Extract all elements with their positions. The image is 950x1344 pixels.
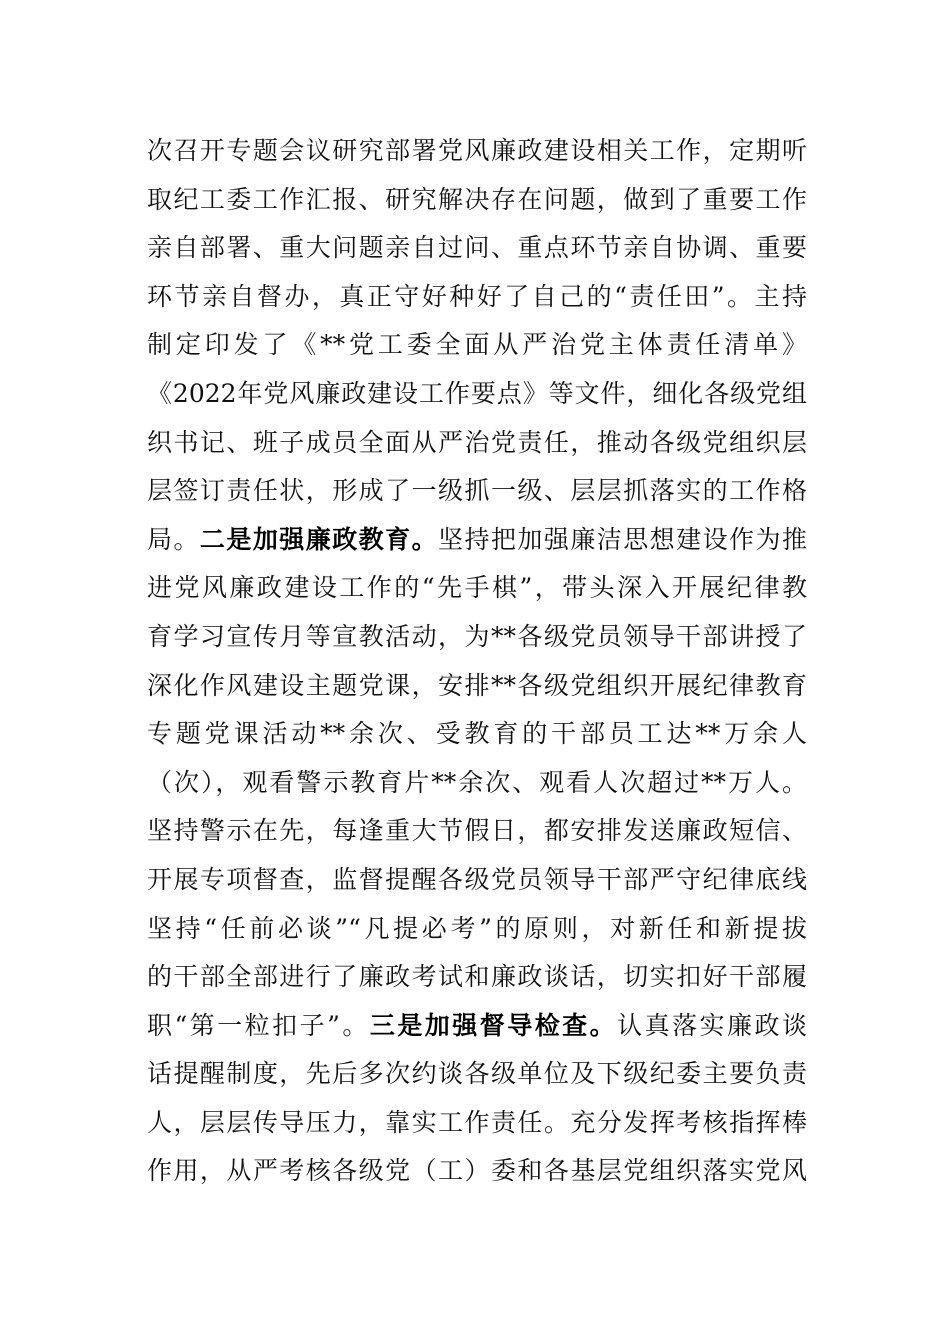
text-run: 深化作风建设主题党课，安排**各级党组织开展纪律教育 — [147, 670, 807, 700]
bold-heading-run: 三是加强督导检查。 — [369, 1010, 618, 1040]
text-run: （次），观看警示教育片**余次、观看人次超过**万人。 — [147, 767, 807, 797]
text-run: 认真落实廉政谈 — [617, 1010, 807, 1040]
text-line — [147, 224, 807, 273]
text-line — [147, 1147, 807, 1196]
text-line — [147, 273, 807, 322]
text-line — [147, 1002, 807, 1051]
text-run: 坚持“任前必谈”“凡提必考”的原则，对新任和新提拔 — [147, 913, 807, 943]
text-line — [147, 564, 807, 613]
text-run: 取纪工委工作汇报、研究解决存在问题，做到了重要工作 — [147, 184, 807, 214]
text-line — [147, 467, 807, 516]
bold-heading-run: 二是加强廉政教育。 — [199, 524, 439, 554]
text-run: 坚持把加强廉洁思想建设作为推 — [438, 524, 807, 554]
text-run: 层签订责任状，形成了一级抓一级、层层抓落实的工作格 — [147, 476, 807, 506]
text-line — [147, 905, 807, 954]
text-line — [147, 759, 807, 808]
text-line — [147, 953, 807, 1002]
text-run: 织书记、班子成员全面从严治党责任，推动各级党组织层 — [147, 427, 807, 457]
text-run: 育学习宣传月等宣教活动，为**各级党员领导干部讲授了 — [147, 621, 807, 651]
text-line — [147, 662, 807, 711]
text-run: 环节亲自督办，真正守好种好了自己的“责任田”。主持 — [147, 281, 807, 311]
text-line — [147, 856, 807, 905]
text-run: 次召开专题会议研究部署党风廉政建设相关工作，定期听 — [147, 136, 807, 165]
text-run: 进党风廉政建设工作的“先手棋”，带头深入开展纪律教 — [147, 573, 807, 603]
text-run: 话提醒制度，先后多次约谈各级单位及下级纪委主要负责 — [147, 1059, 807, 1089]
text-run: 专题党课活动**余次、受教育的干部员工达**万余人 — [147, 719, 807, 749]
text-line — [147, 321, 807, 370]
body-text — [147, 127, 807, 1196]
text-line — [147, 516, 807, 565]
text-line — [147, 127, 807, 176]
text-line — [147, 419, 807, 468]
text-line — [147, 176, 807, 225]
text-line — [147, 710, 807, 759]
text-run: 作用，从严考核各级党（工）委和各基层党组织落实党风 — [147, 1156, 807, 1186]
text-run: 坚持警示在先，每逢重大节假日，都安排发送廉政短信、 — [147, 816, 807, 846]
text-line — [147, 807, 807, 856]
text-run: 的干部全部进行了廉政考试和廉政谈话，切实扣好干部履 — [147, 962, 807, 992]
text-run: 亲自部署、重大问题亲自过问、重点环节亲自协调、重要 — [147, 233, 807, 263]
text-line — [147, 1099, 807, 1148]
text-line — [147, 613, 807, 662]
text-run: 开展专项督查，监督提醒各级党员领导干部严守纪律底线 — [147, 864, 807, 894]
text-line — [147, 1050, 807, 1099]
text-run: 人，层层传导压力，靠实工作责任。充分发挥考核指挥棒 — [147, 1107, 807, 1137]
text-run: 《2022年党风廉政建设工作要点》等文件，细化各级党组 — [147, 378, 807, 408]
text-line — [147, 370, 807, 419]
text-run: 职“第一粒扣子”。 — [147, 1010, 370, 1040]
text-run: 局。 — [147, 524, 200, 554]
text-run: 制定印发了《**党工委全面从严治党主体责任清单》 — [147, 330, 807, 360]
